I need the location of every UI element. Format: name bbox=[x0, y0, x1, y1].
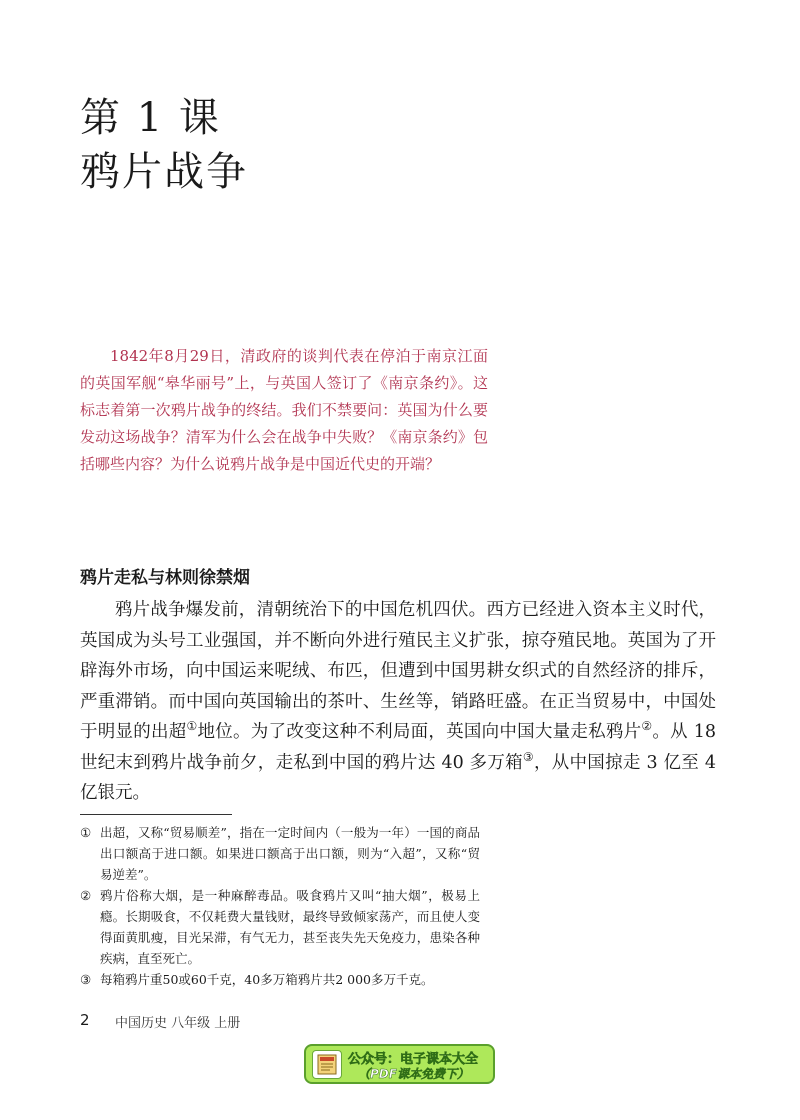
footnote-marker: ③ bbox=[80, 972, 92, 987]
body-paragraph bbox=[80, 595, 716, 809]
body-text bbox=[80, 595, 716, 809]
body-text-part-c: 。从 18 世纪末到鸦片战争前夕，走私到中国的鸦片达 40 多万箱 bbox=[80, 722, 716, 773]
lesson-title: 鸦片战争 bbox=[80, 149, 248, 195]
lesson-number: 第 1 课 bbox=[80, 95, 221, 141]
watermark-line2: （PDF课本免费下） bbox=[358, 1067, 469, 1081]
book-title: 中国历史 八年级 上册 bbox=[115, 1016, 241, 1031]
watermark-line1: 公众号：电子课本大全 bbox=[348, 1052, 479, 1067]
footnote-ref-2: ② bbox=[641, 719, 653, 734]
footnote-ref-1: ① bbox=[186, 719, 198, 734]
footnote-marker: ① bbox=[80, 825, 92, 840]
section-heading: 鸦片走私与林则徐禁烟 bbox=[80, 568, 250, 588]
footnote-text: 每箱鸦片重50或60千克，40多万箱鸦片共2 000多万千克。 bbox=[100, 972, 434, 987]
footnote-text: 出超，又称“贸易顺差”，指在一定时间内（一般为一年）一国的商品出口额高于进口额。如果进口额高于出口额，则为“入超”，又称“贸易逆差”。 bbox=[100, 825, 480, 882]
body-text-part-b: 地位。为了改变这种不利局面，英国向中国大量走私鸦片 bbox=[197, 722, 642, 742]
footnotes bbox=[80, 822, 480, 990]
footnote-3 bbox=[80, 969, 480, 990]
footnote-divider bbox=[80, 814, 232, 815]
body-text-part-d: ，从中国掠走 3 亿至 4 亿银元。 bbox=[80, 752, 716, 803]
intro-box bbox=[80, 343, 488, 478]
footnote-1 bbox=[80, 822, 480, 885]
body-text-part-a: 鸦片战争爆发前，清朝统治下的中国危机四伏。西方已经进入资本主义时代，英国成为头号工业强国，并不断向外进行殖民主义扩张，掠夺殖民地。英国为了开辟海外市场，向中国运来呢绒、布匹，但遭到中国男耕女织式的自然经济的排斥，严重滞销。而中国向英国输出的茶叶、生丝等，销路旺盛。在正当贸易中，中国处于明显的出超 bbox=[80, 600, 716, 742]
page-number: 2 bbox=[80, 1011, 90, 1029]
book-icon bbox=[312, 1050, 342, 1079]
watermark-badge bbox=[304, 1044, 495, 1084]
footnote-2 bbox=[80, 885, 480, 969]
footnote-ref-3: ③ bbox=[522, 749, 534, 764]
intro-paragraph: 1842年8月29日，清政府的谈判代表在停泊于南京江面的英国军舰“皋华丽号”上，与英国人签订了《南京条约》。这标志着第一次鸦片战争的终结。我们不禁要问：英国为什么要发动这场战争？清军为什么会在战争中失败？《南京条约》包括哪些内容？为什么说鸦片战争是中国近代史的开端？ bbox=[80, 347, 488, 473]
footnote-marker: ② bbox=[80, 888, 92, 903]
footnote-text: 鸦片俗称大烟，是一种麻醉毒品。吸食鸦片又叫“抽大烟”，极易上瘾。长期吸食，不仅耗费大量钱财，最终导致倾家荡产，而且使人变得面黄肌瘦，目光呆滞，有气无力，甚至丧失先天免疫力，患染各种疾病，直至死亡。 bbox=[100, 888, 480, 966]
